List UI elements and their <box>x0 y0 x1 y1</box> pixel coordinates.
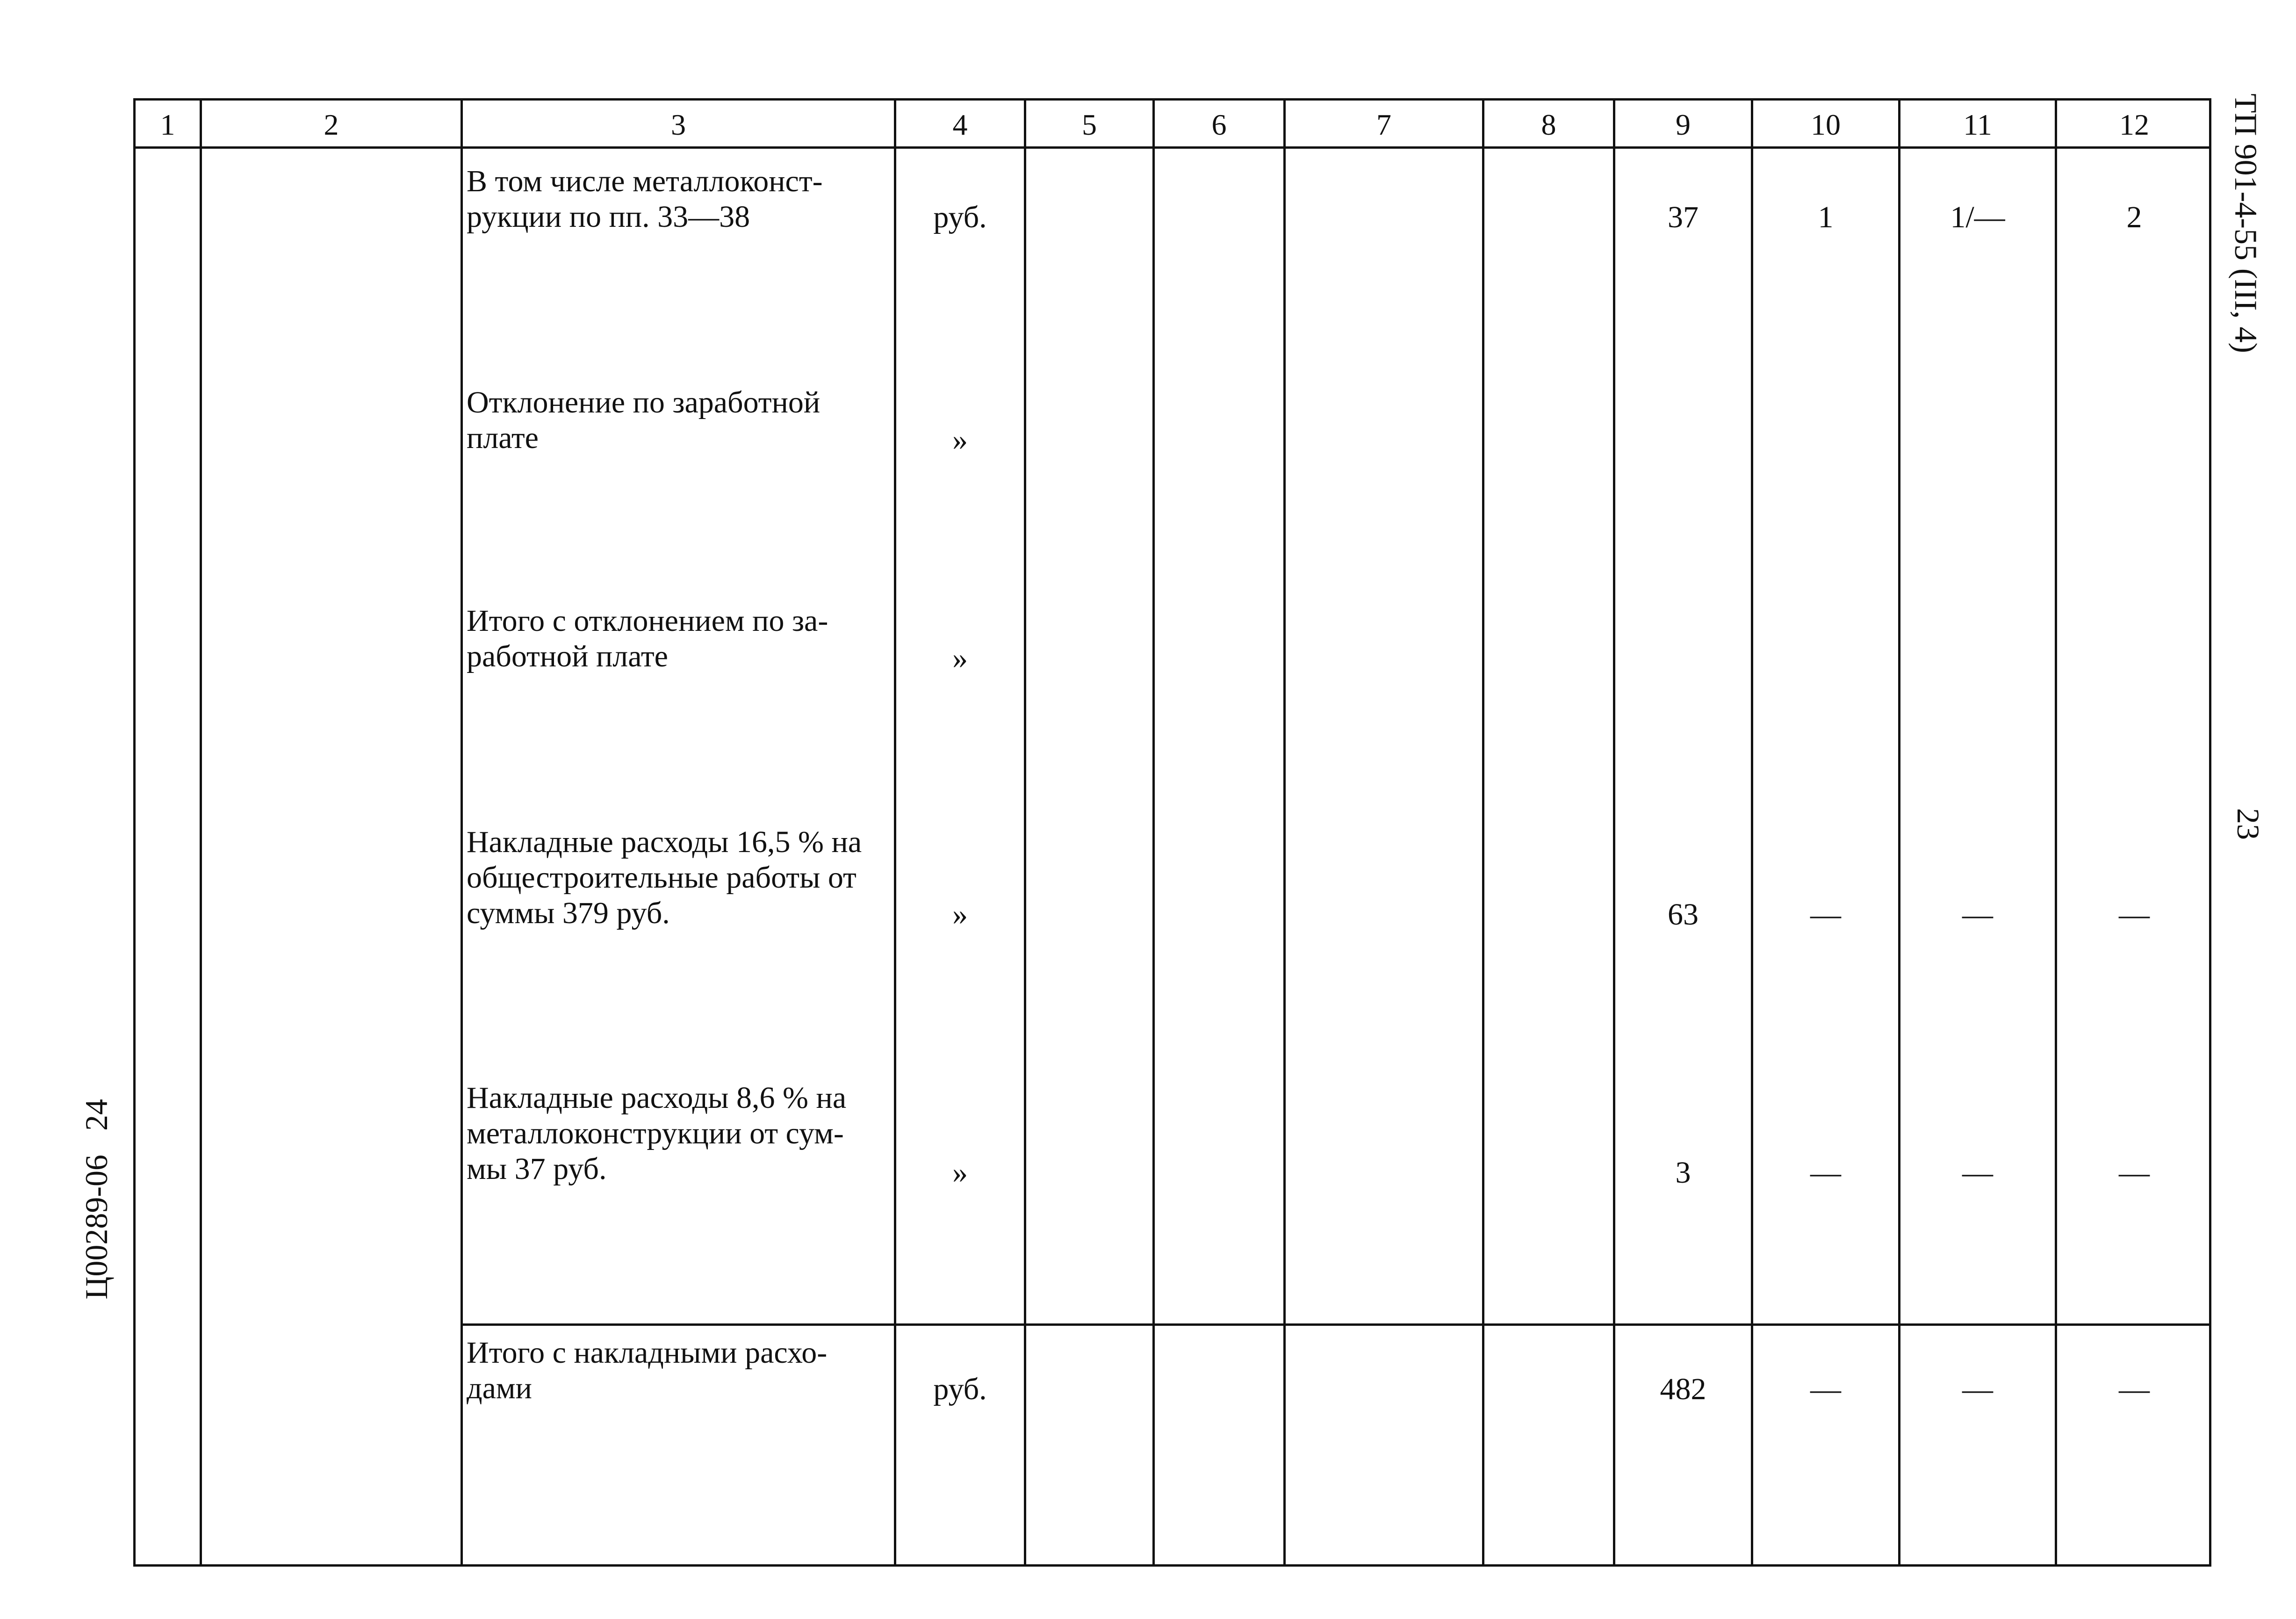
header-col-4: 4 <box>952 108 968 141</box>
column-divider <box>1751 98 1753 1567</box>
value-col-12: — <box>2119 1372 2150 1406</box>
value-col-11: — <box>1962 897 1993 932</box>
column-divider <box>1152 98 1155 1567</box>
value-col-9: 37 <box>1668 200 1699 234</box>
description-line: В том числе металлоконст- <box>467 164 823 198</box>
row-description <box>467 824 890 931</box>
description-line: металлоконструкции от сум- <box>467 1116 844 1150</box>
description-line: суммы 379 руб. <box>467 896 670 930</box>
row-description <box>467 385 890 456</box>
value-col-9: 482 <box>1660 1372 1706 1406</box>
value-col-12: — <box>2119 897 2150 932</box>
description-line: Итого с накладными расхо- <box>467 1336 828 1370</box>
unit-cell: руб. <box>933 200 987 234</box>
header-col-7: 7 <box>1376 108 1391 141</box>
header-col-12: 12 <box>2119 108 2149 141</box>
row-description <box>467 1080 890 1187</box>
column-divider <box>461 98 463 1567</box>
value-col-11: — <box>1962 1372 1993 1406</box>
unit-cell: руб. <box>933 1372 987 1406</box>
header-col-6: 6 <box>1211 108 1227 141</box>
value-col-10: — <box>1810 1372 1841 1406</box>
description-line: Отклонение по заработной <box>467 385 821 419</box>
description-line: общестроительные работы от <box>467 860 857 895</box>
unit-cell: » <box>952 1156 968 1190</box>
value-col-9: 63 <box>1668 897 1699 932</box>
row-description <box>467 1335 890 1406</box>
unit-cell: » <box>952 897 968 932</box>
value-col-10: — <box>1810 897 1841 932</box>
description-line: дами <box>467 1371 532 1405</box>
value-col-9: 3 <box>1675 1156 1691 1190</box>
column-divider <box>894 98 896 1567</box>
unit-cell: » <box>952 641 968 675</box>
header-col-3: 3 <box>671 108 686 141</box>
value-col-10: — <box>1810 1156 1841 1190</box>
description-line: Итого с отклонением по за- <box>467 604 828 638</box>
column-divider <box>1024 98 1026 1567</box>
header-col-11: 11 <box>1963 108 1992 141</box>
document-code-left: Ц00289-06 24 <box>79 1099 114 1300</box>
row-description <box>467 603 890 674</box>
header-col-8: 8 <box>1541 108 1556 141</box>
unit-cell: » <box>952 423 968 457</box>
value-col-10: 1 <box>1818 200 1834 234</box>
value-col-11: — <box>1962 1156 1993 1190</box>
value-col-12: 2 <box>2126 200 2142 234</box>
column-divider <box>1283 98 1286 1567</box>
value-col-12: — <box>2119 1156 2150 1190</box>
header-col-10: 10 <box>1811 108 1841 141</box>
document-code-right: ТП 901-4-55 (III, 4) <box>2228 94 2264 354</box>
header-col-5: 5 <box>1082 108 1097 141</box>
description-line: мы 37 руб. <box>467 1152 607 1186</box>
value-col-11: 1/— <box>1950 200 2005 234</box>
description-line: Накладные расходы 16,5 % на <box>467 825 862 859</box>
page-number-right: 23 <box>2231 808 2266 840</box>
column-divider <box>1482 98 1484 1567</box>
description-line: плате <box>467 421 539 455</box>
header-col-1: 1 <box>160 108 175 141</box>
header-col-9: 9 <box>1676 108 1691 141</box>
column-divider <box>1613 98 1615 1567</box>
column-divider <box>2055 98 2057 1567</box>
header-col-2: 2 <box>324 108 339 141</box>
column-divider <box>200 98 202 1567</box>
column-divider <box>1898 98 1900 1567</box>
description-line: работной плате <box>467 639 668 673</box>
description-line: рукции по пп. 33—38 <box>467 200 750 234</box>
row-description <box>467 164 890 235</box>
total-row-divider <box>463 1323 2211 1326</box>
description-line: Накладные расходы 8,6 % на <box>467 1081 847 1115</box>
